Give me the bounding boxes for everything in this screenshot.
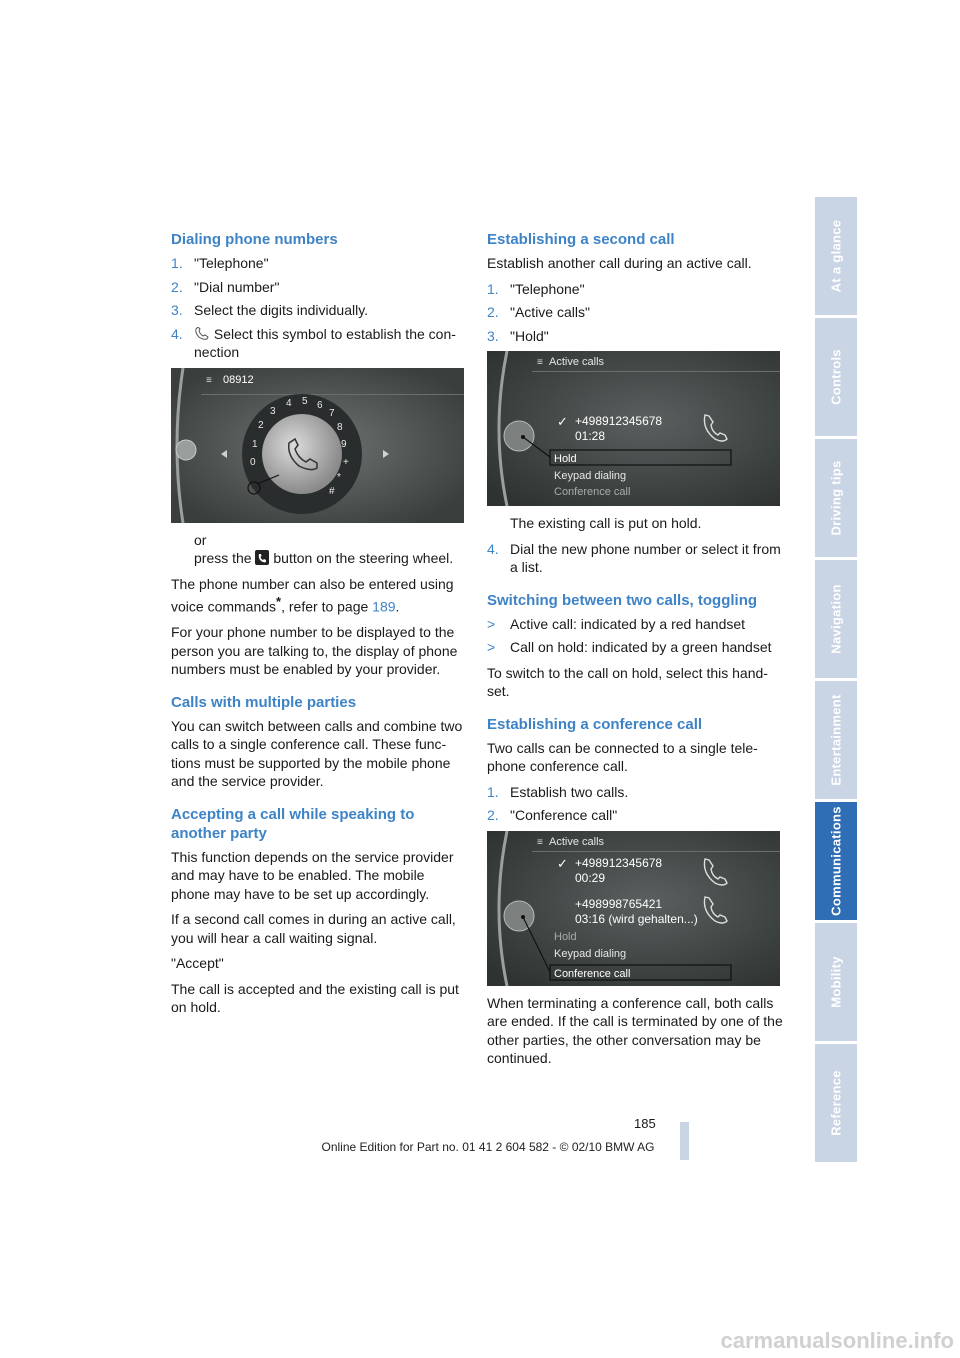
heading-toggling: Switching between two calls, toggling [487,591,758,609]
heading-multiple-parties: Calls with multiple parties [171,693,357,711]
conference-screen-image [487,831,780,986]
svg-text:1: 1 [252,438,258,450]
dial-screen-image [171,368,464,523]
list-item: > Active call: indicated by a red handset [487,615,746,632]
svg-text:5: 5 [302,395,308,407]
heading-accepting: Accepting a call while speaking to another party [171,805,415,842]
svg-text:Active calls: Active calls [549,356,605,368]
svg-text:Keypad dialing: Keypad dialing [554,947,627,960]
tab-communications[interactable]: Communications [815,802,857,923]
left-column [171,230,467,1024]
list-item: 2. "Active calls" [487,304,590,320]
svg-text:✓: ✓ [557,415,568,430]
svg-text:+498998765421: +498998765421 [575,896,663,911]
dialed-number: 08912 [223,373,254,386]
tab-controls[interactable]: Controls [815,318,857,439]
svg-text:6: 6 [317,399,323,411]
tab-entertainment[interactable]: Entertainment [815,681,857,802]
list-item: 2. "Conference call" [487,807,618,823]
svg-text:Hold: Hold [554,453,577,465]
list-item: 3. "Hold" [487,327,549,344]
svg-text:+: + [343,456,349,468]
svg-text:*: * [337,471,341,483]
section-tabs [815,197,857,1165]
svg-text:+498912345678: +498912345678 [575,414,663,428]
svg-text:4: 4 [286,397,292,409]
dial-steps [171,254,467,362]
multiple-paragraph: You can switch between calls and combine two calls to a single conference call. These func-tions must be supported by the mobile phone and the service provider. [171,717,463,790]
list-item: 4. Dial the new phone number or select it from a list. [487,540,781,575]
svg-text:#: # [329,485,335,497]
list-item: 1. "Telephone" [487,280,585,297]
tab-driving-tips[interactable]: Driving tips [815,439,857,560]
svg-text:Active calls: Active calls [549,835,605,848]
heading-conference: Establishing a conference call [487,715,703,733]
svg-text:Conference call: Conference call [554,486,631,498]
second-call-steps [487,280,783,346]
handset-icon [194,327,210,341]
active-calls-screen-image [487,351,780,506]
tab-navigation[interactable]: Navigation [815,560,857,681]
list-item: 3. Select the digits individually. [171,302,369,318]
or-text: or [194,531,207,548]
svg-text:2: 2 [258,419,264,431]
toggle-bullets [487,615,783,657]
svg-text:+498912345678: +498912345678 [575,855,663,870]
svg-text:0: 0 [250,456,256,468]
tab-at-a-glance[interactable]: At a glance [815,197,857,318]
tab-mobility[interactable]: Mobility [815,923,857,1044]
list-item: 1. Establish two calls. [487,783,629,800]
accepting-paragraph-1: This function depends on the service provider and may have to be enabled. The mobile phone may have to be set up accordingly. [171,848,454,902]
right-column [487,230,783,1075]
svg-text:≡: ≡ [206,374,212,386]
conference-paragraph: Two calls can be connected to a single tele-phone conference call. [487,739,758,774]
display-paragraph: For your phone number to be displayed to the person you are talking to, the display of phone numbers must be enabled by your provider. [171,624,458,678]
tab-reference[interactable]: Reference [815,1044,857,1165]
accepted-paragraph: The call is accepted and the existing call is put on hold. [171,980,459,1016]
page-number: 185 [634,1116,656,1131]
second-call-step-4 [487,540,783,577]
list-item: 2. "Dial number" [171,278,280,295]
svg-text:03:16 (wird gehalten...): 03:16 (wird gehalten...) [575,911,698,926]
voice-paragraph: The phone number can also be entered using voice commands*, refer to page 189. [171,575,454,615]
svg-text:8: 8 [337,421,343,433]
steering-wheel-phone-button-icon [255,550,269,565]
svg-text:Conference call: Conference call [554,967,631,980]
toggle-paragraph: To switch to the call on hold, select this hand-set. [487,664,768,699]
hold-result-text: The existing call is put on hold. [510,515,702,531]
page-reference-link[interactable]: 189 [372,598,396,615]
svg-text:9: 9 [341,438,347,450]
accepting-paragraph-2: If a second call comes in during an active call, you will hear a call waiting signal. [171,911,456,946]
accept-command: "Accept" [171,955,224,972]
svg-text:✓: ✓ [557,856,568,872]
list-item: > Call on hold: indicated by a green handset [487,639,772,655]
press-text: press the button on the steering wheel. [194,550,454,566]
watermark: carmanualsonline.info [720,1328,954,1353]
svg-text:Keypad dialing: Keypad dialing [554,470,627,482]
second-call-paragraph: Establish another call during an active call. [487,255,752,271]
svg-text:01:28: 01:28 [575,429,606,443]
list-item: 1. "Telephone" [171,255,269,271]
footer: Online Edition for Part no. 01 41 2 604 582 - © 02/10 BMW AG [321,1140,655,1154]
svg-text:≡: ≡ [537,836,543,848]
svg-text:Hold: Hold [554,930,577,943]
svg-text:7: 7 [329,407,335,419]
conference-steps [487,783,783,825]
heading-dialing: Dialing phone numbers [171,231,338,248]
heading-second-call: Establishing a second call [487,231,675,248]
svg-text:3: 3 [270,405,276,417]
terminate-paragraph: When terminating a conference call, both calls are ended. If the call is terminated by one of the other parties, the other conversation may be continued. [487,994,783,1066]
svg-text:≡: ≡ [537,357,543,368]
svg-text:00:29: 00:29 [575,870,606,885]
list-item: 4. Select this symbol to establish the con-nection [171,325,456,360]
